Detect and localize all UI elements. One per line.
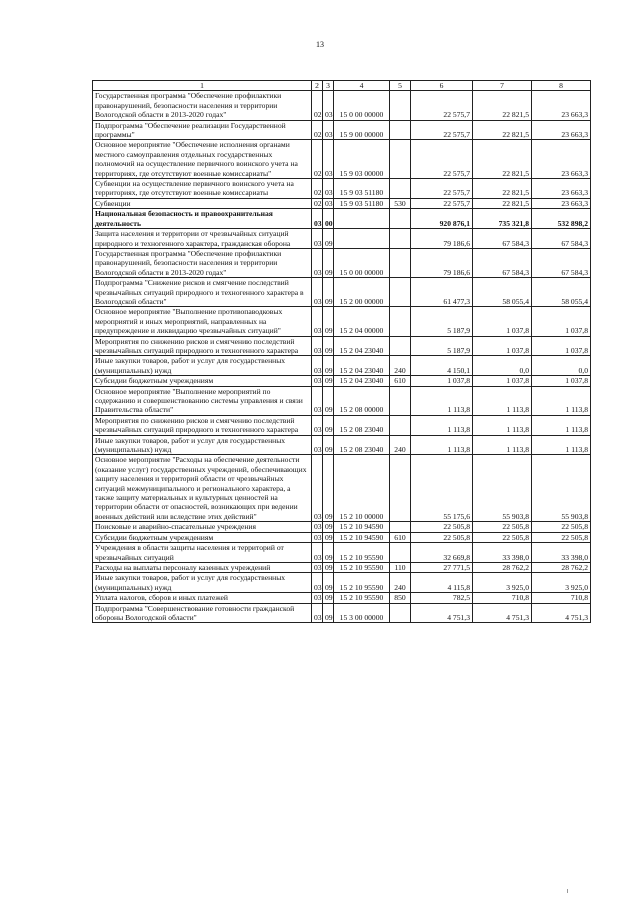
subsection-code-cell: 03 bbox=[323, 120, 334, 140]
expense-type-cell bbox=[390, 248, 411, 277]
target-article-cell: 15 2 08 23040 bbox=[334, 435, 390, 455]
expense-type-cell bbox=[390, 120, 411, 140]
row-name-cell: Подпрограмма "Снижение рисков и смягчение последствий чрезвычайных ситуаций природного и техногенного характера в Вологодской области" bbox=[93, 278, 312, 307]
section-code-cell: 03 bbox=[312, 522, 323, 532]
expense-type-cell bbox=[390, 543, 411, 563]
amount-2018-cell: 22 575,7 bbox=[411, 140, 473, 179]
amount-2019-cell: 22 821,5 bbox=[473, 179, 532, 199]
subsection-code-cell: 09 bbox=[323, 229, 334, 249]
amount-2018-cell: 79 186,6 bbox=[411, 248, 473, 277]
section-code-cell: 03 bbox=[312, 248, 323, 277]
amount-2018-cell: 1 037,8 bbox=[411, 376, 473, 386]
row-name-cell: Государственная программа "Обеспечение профилактики правонарушений, безопасности населения и территории Вологодской области в 2013-2020 годах" bbox=[93, 91, 312, 120]
subsection-code-cell: 09 bbox=[323, 248, 334, 277]
section-code-cell: 03 bbox=[312, 543, 323, 563]
target-article-cell: 15 2 10 95590 bbox=[334, 593, 390, 603]
amount-2020-cell: 67 584,3 bbox=[532, 248, 591, 277]
amount-2020-cell: 1 113,8 bbox=[532, 386, 591, 415]
header-cell-2: 2 bbox=[312, 81, 323, 91]
table-row bbox=[93, 603, 591, 623]
subsection-code-cell: 09 bbox=[323, 562, 334, 572]
row-name-cell: Основное мероприятие "Обеспечение исполнения органами местного самоуправления отдельных государственных полномочий на осуществление первичного воинского учета на территориях, где отсутствуют военные комиссариаты" bbox=[93, 140, 312, 179]
target-article-cell: 15 2 04 00000 bbox=[334, 307, 390, 336]
section-code-cell: 03 bbox=[312, 603, 323, 623]
amount-2018-cell: 61 477,3 bbox=[411, 278, 473, 307]
amount-2019-cell: 3 925,0 bbox=[473, 573, 532, 593]
row-name-cell: Поисковые и аварийно-спасательные учреждения bbox=[93, 522, 312, 532]
subsection-code-cell: 09 bbox=[323, 522, 334, 532]
amount-2020-cell: 22 505,8 bbox=[532, 522, 591, 532]
table-row bbox=[93, 386, 591, 415]
amount-2019-cell: 55 903,8 bbox=[473, 455, 532, 522]
target-article-cell: 15 3 00 00000 bbox=[334, 603, 390, 623]
edge-mark bbox=[567, 889, 568, 893]
amount-2020-cell: 55 903,8 bbox=[532, 455, 591, 522]
table-row bbox=[93, 522, 591, 532]
amount-2018-cell: 22 505,8 bbox=[411, 522, 473, 532]
amount-2020-cell: 23 663,3 bbox=[532, 198, 591, 208]
table-row bbox=[93, 91, 591, 120]
table-row bbox=[93, 336, 591, 356]
section-code-cell: 03 bbox=[312, 415, 323, 435]
header-cell-8: 8 bbox=[532, 81, 591, 91]
amount-2018-cell: 5 187,9 bbox=[411, 307, 473, 336]
amount-2019-cell: 1 037,8 bbox=[473, 307, 532, 336]
subsection-code-cell: 09 bbox=[323, 573, 334, 593]
amount-2019-cell: 1 037,8 bbox=[473, 336, 532, 356]
row-name-cell: Субсидии бюджетным учреждениям bbox=[93, 376, 312, 386]
row-name-cell: Иные закупки товаров, работ и услуг для государственных (муниципальных) нужд bbox=[93, 356, 312, 376]
table-row bbox=[93, 307, 591, 336]
subsection-code-cell: 09 bbox=[323, 415, 334, 435]
target-article-cell: 15 9 03 51180 bbox=[334, 179, 390, 199]
section-code-cell: 02 bbox=[312, 120, 323, 140]
row-name-cell: Субвенции на осуществление первичного воинского учета на территориях, где отсутствуют военные комиссариаты bbox=[93, 179, 312, 199]
subsection-code-cell: 03 bbox=[323, 179, 334, 199]
amount-2020-cell: 58 055,4 bbox=[532, 278, 591, 307]
table-row bbox=[93, 573, 591, 593]
subsection-code-cell: 09 bbox=[323, 435, 334, 455]
target-article-cell: 15 2 10 95590 bbox=[334, 573, 390, 593]
target-article-cell: 15 9 03 51180 bbox=[334, 198, 390, 208]
expense-type-cell: 110 bbox=[390, 562, 411, 572]
amount-2020-cell: 67 584,3 bbox=[532, 229, 591, 249]
amount-2019-cell: 22 821,5 bbox=[473, 120, 532, 140]
amount-2018-cell: 920 876,1 bbox=[411, 209, 473, 229]
section-code-cell: 02 bbox=[312, 140, 323, 179]
row-name-cell: Иные закупки товаров, работ и услуг для государственных (муниципальных) нужд bbox=[93, 573, 312, 593]
subsection-code-cell: 09 bbox=[323, 376, 334, 386]
amount-2018-cell: 5 187,9 bbox=[411, 336, 473, 356]
expense-type-cell bbox=[390, 415, 411, 435]
header-cell-7: 7 bbox=[473, 81, 532, 91]
row-name-cell: Мероприятия по снижению рисков и смягчению последствий чрезвычайных ситуаций природного и техногенного характера bbox=[93, 415, 312, 435]
expense-type-cell bbox=[390, 140, 411, 179]
expense-type-cell: 610 bbox=[390, 376, 411, 386]
amount-2019-cell: 22 821,5 bbox=[473, 140, 532, 179]
amount-2020-cell: 28 762,2 bbox=[532, 562, 591, 572]
section-code-cell: 02 bbox=[312, 179, 323, 199]
amount-2019-cell: 22 821,5 bbox=[473, 198, 532, 208]
target-article-cell: 15 2 08 00000 bbox=[334, 386, 390, 415]
table-header-row bbox=[93, 81, 591, 91]
subsection-code-cell: 00 bbox=[323, 209, 334, 229]
amount-2018-cell: 22 575,7 bbox=[411, 91, 473, 120]
row-name-cell: Учреждения в области защиты населения и территорий от чрезвычайных ситуаций bbox=[93, 543, 312, 563]
amount-2020-cell: 23 663,3 bbox=[532, 140, 591, 179]
section-code-cell: 03 bbox=[312, 307, 323, 336]
target-article-cell bbox=[334, 229, 390, 249]
expense-type-cell: 850 bbox=[390, 593, 411, 603]
section-code-cell: 03 bbox=[312, 229, 323, 249]
header-cell-3: 3 bbox=[323, 81, 334, 91]
expense-type-cell: 240 bbox=[390, 356, 411, 376]
subsection-code-cell: 03 bbox=[323, 140, 334, 179]
subsection-code-cell: 03 bbox=[323, 198, 334, 208]
amount-2018-cell: 55 175,6 bbox=[411, 455, 473, 522]
amount-2019-cell: 1 037,8 bbox=[473, 376, 532, 386]
target-article-cell: 15 2 10 00000 bbox=[334, 455, 390, 522]
table-row bbox=[93, 532, 591, 542]
table-row bbox=[93, 376, 591, 386]
amount-2020-cell: 710,8 bbox=[532, 593, 591, 603]
row-name-cell: Основное мероприятие "Выполнение мероприятий по содержанию и совершенствованию системы управления и связи Правительства области" bbox=[93, 386, 312, 415]
subsection-code-cell: 09 bbox=[323, 278, 334, 307]
amount-2019-cell: 22 505,8 bbox=[473, 522, 532, 532]
amount-2020-cell: 532 898,2 bbox=[532, 209, 591, 229]
subsection-code-cell: 09 bbox=[323, 386, 334, 415]
amount-2020-cell: 1 037,8 bbox=[532, 307, 591, 336]
table-row bbox=[93, 209, 591, 229]
row-name-cell: Государственная программа "Обеспечение профилактики правонарушений, безопасности населения и территории Вологодской области в 2013-2020 годах" bbox=[93, 248, 312, 277]
amount-2018-cell: 22 575,7 bbox=[411, 120, 473, 140]
amount-2018-cell: 782,5 bbox=[411, 593, 473, 603]
amount-2018-cell: 1 113,8 bbox=[411, 415, 473, 435]
amount-2018-cell: 22 575,7 bbox=[411, 198, 473, 208]
section-code-cell: 03 bbox=[312, 386, 323, 415]
amount-2019-cell: 1 113,8 bbox=[473, 435, 532, 455]
amount-2018-cell: 79 186,6 bbox=[411, 229, 473, 249]
table-row bbox=[93, 593, 591, 603]
section-code-cell: 03 bbox=[312, 593, 323, 603]
section-code-cell: 03 bbox=[312, 573, 323, 593]
amount-2020-cell: 4 751,3 bbox=[532, 603, 591, 623]
table-row bbox=[93, 356, 591, 376]
section-code-cell: 02 bbox=[312, 91, 323, 120]
row-name-cell: Уплата налогов, сборов и иных платежей bbox=[93, 593, 312, 603]
amount-2020-cell: 23 663,3 bbox=[532, 179, 591, 199]
section-code-cell: 03 bbox=[312, 356, 323, 376]
amount-2018-cell: 32 669,8 bbox=[411, 543, 473, 563]
row-name-cell: Основное мероприятие "Выполнение противопаводковых мероприятий и иных мероприятий, направленных на предупреждение и ликвидацию чрезвычайных ситуаций" bbox=[93, 307, 312, 336]
expense-type-cell bbox=[390, 603, 411, 623]
target-article-cell: 15 2 08 23040 bbox=[334, 415, 390, 435]
amount-2019-cell: 1 113,8 bbox=[473, 386, 532, 415]
table-row bbox=[93, 140, 591, 179]
table-row bbox=[93, 120, 591, 140]
amount-2020-cell: 22 505,8 bbox=[532, 532, 591, 542]
table-row bbox=[93, 543, 591, 563]
subsection-code-cell: 03 bbox=[323, 91, 334, 120]
amount-2020-cell: 23 663,3 bbox=[532, 91, 591, 120]
amount-2020-cell: 0,0 bbox=[532, 356, 591, 376]
expense-type-cell bbox=[390, 209, 411, 229]
amount-2018-cell: 1 113,8 bbox=[411, 435, 473, 455]
row-name-cell: Подпрограмма "Совершенствование готовности гражданской обороны Вологодской области" bbox=[93, 603, 312, 623]
section-code-cell: 03 bbox=[312, 209, 323, 229]
header-cell-1: 1 bbox=[93, 81, 312, 91]
header-cell-4: 4 bbox=[334, 81, 390, 91]
amount-2020-cell: 1 113,8 bbox=[532, 415, 591, 435]
amount-2019-cell: 67 584,3 bbox=[473, 229, 532, 249]
expense-type-cell bbox=[390, 179, 411, 199]
table-row bbox=[93, 435, 591, 455]
amount-2019-cell: 28 762,2 bbox=[473, 562, 532, 572]
subsection-code-cell: 09 bbox=[323, 532, 334, 542]
section-code-cell: 03 bbox=[312, 278, 323, 307]
target-article-cell: 15 2 10 95590 bbox=[334, 543, 390, 563]
target-article-cell: 15 9 00 00000 bbox=[334, 120, 390, 140]
subsection-code-cell: 09 bbox=[323, 603, 334, 623]
section-code-cell: 03 bbox=[312, 435, 323, 455]
expense-type-cell bbox=[390, 278, 411, 307]
target-article-cell: 15 2 10 95590 bbox=[334, 562, 390, 572]
amount-2020-cell: 1 113,8 bbox=[532, 435, 591, 455]
amount-2018-cell: 1 113,8 bbox=[411, 386, 473, 415]
amount-2019-cell: 58 055,4 bbox=[473, 278, 532, 307]
target-article-cell: 15 2 10 94590 bbox=[334, 532, 390, 542]
amount-2019-cell: 4 751,3 bbox=[473, 603, 532, 623]
subsection-code-cell: 09 bbox=[323, 455, 334, 522]
amount-2018-cell: 4 751,3 bbox=[411, 603, 473, 623]
target-article-cell: 15 2 04 23040 bbox=[334, 376, 390, 386]
subsection-code-cell: 09 bbox=[323, 336, 334, 356]
table-row bbox=[93, 562, 591, 572]
target-article-cell: 15 2 10 94590 bbox=[334, 522, 390, 532]
subsection-code-cell: 09 bbox=[323, 307, 334, 336]
amount-2020-cell: 1 037,8 bbox=[532, 376, 591, 386]
amount-2020-cell: 33 398,0 bbox=[532, 543, 591, 563]
amount-2020-cell: 3 925,0 bbox=[532, 573, 591, 593]
row-name-cell: Расходы на выплаты персоналу казенных учреждений bbox=[93, 562, 312, 572]
target-article-cell: 15 0 00 00000 bbox=[334, 248, 390, 277]
subsection-code-cell: 09 bbox=[323, 356, 334, 376]
table-row bbox=[93, 455, 591, 522]
amount-2019-cell: 22 821,5 bbox=[473, 91, 532, 120]
budget-table bbox=[92, 80, 591, 623]
expense-type-cell bbox=[390, 455, 411, 522]
section-code-cell: 03 bbox=[312, 336, 323, 356]
row-name-cell: Защита населения и территории от чрезвычайных ситуаций природного и техногенного характера, гражданская оборона bbox=[93, 229, 312, 249]
header-cell-6: 6 bbox=[411, 81, 473, 91]
section-code-cell: 03 bbox=[312, 455, 323, 522]
table-row bbox=[93, 198, 591, 208]
expense-type-cell bbox=[390, 229, 411, 249]
expense-type-cell: 240 bbox=[390, 573, 411, 593]
amount-2019-cell: 67 584,3 bbox=[473, 248, 532, 277]
row-name-cell: Иные закупки товаров, работ и услуг для государственных (муниципальных) нужд bbox=[93, 435, 312, 455]
expense-type-cell: 530 bbox=[390, 198, 411, 208]
amount-2020-cell: 1 037,8 bbox=[532, 336, 591, 356]
page-number: 13 bbox=[316, 40, 324, 49]
amount-2018-cell: 4 150,1 bbox=[411, 356, 473, 376]
amount-2018-cell: 27 771,5 bbox=[411, 562, 473, 572]
section-code-cell: 03 bbox=[312, 376, 323, 386]
table-row bbox=[93, 229, 591, 249]
expense-type-cell: 610 bbox=[390, 532, 411, 542]
target-article-cell: 15 2 04 23040 bbox=[334, 356, 390, 376]
subsection-code-cell: 09 bbox=[323, 593, 334, 603]
amount-2019-cell: 22 505,8 bbox=[473, 532, 532, 542]
row-name-cell: Субсидии бюджетным учреждениям bbox=[93, 532, 312, 542]
amount-2018-cell: 22 575,7 bbox=[411, 179, 473, 199]
target-article-cell: 15 0 00 00000 bbox=[334, 91, 390, 120]
row-name-cell: Субвенции bbox=[93, 198, 312, 208]
row-name-cell: Национальная безопасность и правоохранительная деятельность bbox=[93, 209, 312, 229]
target-article-cell: 15 2 00 00000 bbox=[334, 278, 390, 307]
table-row bbox=[93, 179, 591, 199]
subsection-code-cell: 09 bbox=[323, 543, 334, 563]
table-row bbox=[93, 415, 591, 435]
table-row bbox=[93, 278, 591, 307]
row-name-cell: Основное мероприятие "Расходы на обеспечение деятельности (оказание услуг) государственных учреждений, обеспечивающих защиту населения и территорий области от чрезвычайных ситуаций межмуниципального и регионального характера, а также защиту материальных и культурных ценностей на территории области от опасностей, возникающих при ведении военных действий или вследствие этих действий" bbox=[93, 455, 312, 522]
amount-2019-cell: 0,0 bbox=[473, 356, 532, 376]
row-name-cell: Подпрограмма "Обеспечение реализации Государственной программы" bbox=[93, 120, 312, 140]
expense-type-cell bbox=[390, 336, 411, 356]
target-article-cell: 15 9 03 00000 bbox=[334, 140, 390, 179]
section-code-cell: 03 bbox=[312, 532, 323, 542]
table-row bbox=[93, 248, 591, 277]
amount-2019-cell: 33 398,0 bbox=[473, 543, 532, 563]
amount-2019-cell: 735 321,8 bbox=[473, 209, 532, 229]
row-name-cell: Мероприятия по снижению рисков и смягчению последствий чрезвычайных ситуаций природного и техногенного характера bbox=[93, 336, 312, 356]
amount-2018-cell: 4 115,8 bbox=[411, 573, 473, 593]
expense-type-cell bbox=[390, 91, 411, 120]
amount-2020-cell: 23 663,3 bbox=[532, 120, 591, 140]
section-code-cell: 03 bbox=[312, 562, 323, 572]
expense-type-cell bbox=[390, 386, 411, 415]
target-article-cell: 15 2 04 23040 bbox=[334, 336, 390, 356]
expense-type-cell: 240 bbox=[390, 435, 411, 455]
amount-2019-cell: 1 113,8 bbox=[473, 415, 532, 435]
expense-type-cell bbox=[390, 522, 411, 532]
target-article-cell bbox=[334, 209, 390, 229]
table-body bbox=[93, 91, 591, 623]
expense-type-cell bbox=[390, 307, 411, 336]
amount-2019-cell: 710,8 bbox=[473, 593, 532, 603]
header-cell-5: 5 bbox=[390, 81, 411, 91]
amount-2018-cell: 22 505,8 bbox=[411, 532, 473, 542]
section-code-cell: 02 bbox=[312, 198, 323, 208]
